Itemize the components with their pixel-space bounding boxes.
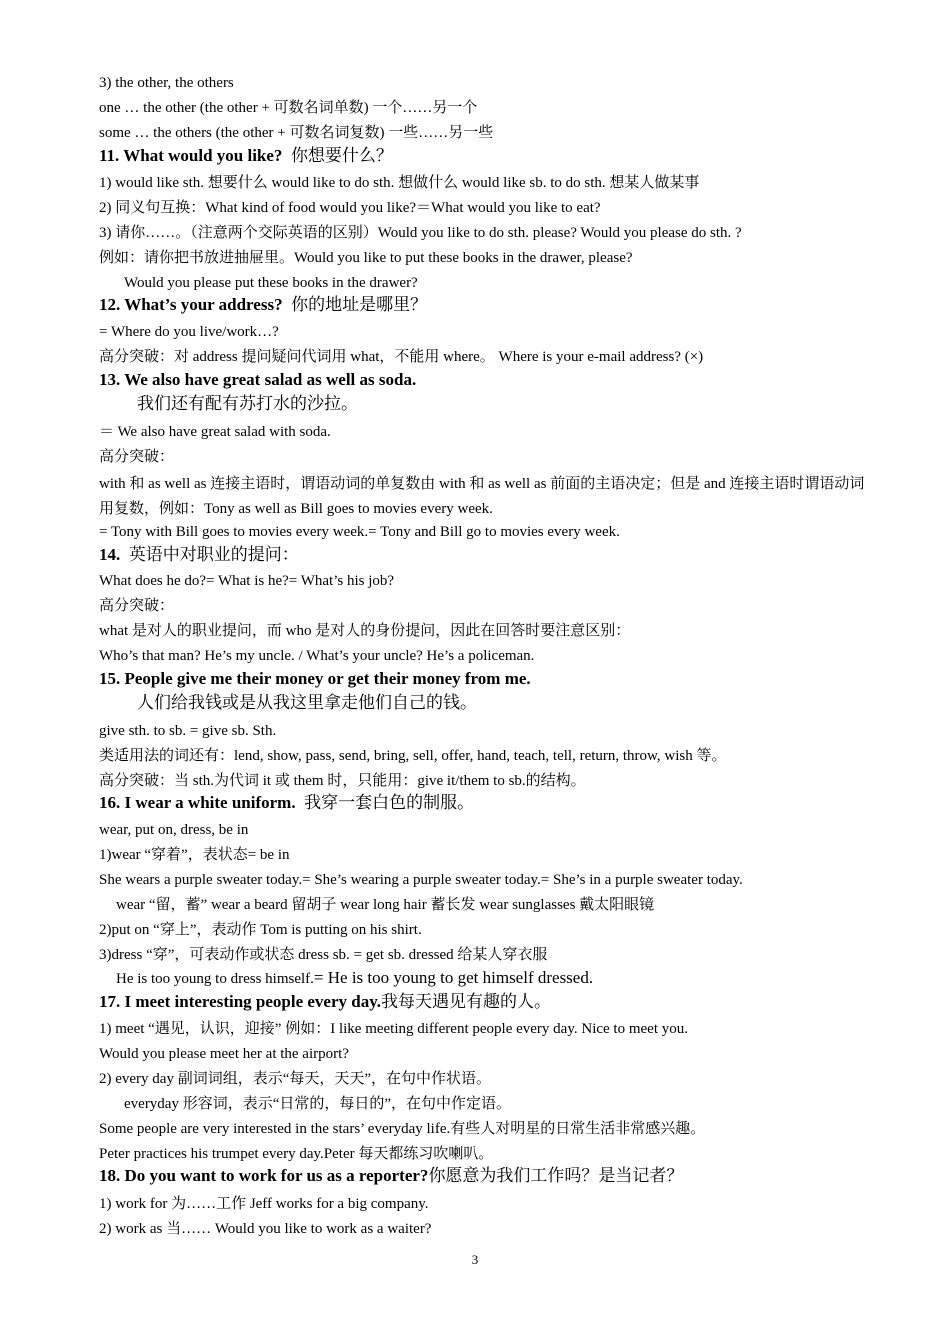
text-line: 高分突破： (99, 598, 175, 614)
text-line: 3) 请你……。（注意两个交际英语的区别）Would you like to do sth. please? Would you please do sth. ? (99, 225, 742, 241)
text-line: 1)wear “穿着”，表状态= be in (99, 847, 290, 863)
heading-english: 17. I meet interesting people every day. (99, 992, 382, 1011)
text-line: 高分突破：当 sth.为代词 it 或 them 时，只能用：give it/them to sb.的结构。 (99, 773, 586, 789)
text-line: 1) work for 为……工作 Jeff works for a big company. (99, 1196, 429, 1212)
text-line: What does he do?= What is he?= What’s his job? (99, 573, 395, 589)
text-line: Who’s that man? He’s my uncle. / What’s your uncle? He’s a policeman. (99, 648, 535, 664)
text-line: 2) 同义句互换：What kind of food would you like?＝What would you like to eat? (99, 200, 601, 216)
text-line: 2) work as 当…… Would you like to work as a waiter? (99, 1221, 432, 1237)
text-line: = Tony with Bill goes to movies every week.= Tony and Bill go to movies every week. (99, 524, 620, 540)
heading-chinese: 我每天遇见有趣的人。 (381, 992, 552, 1011)
text-line: Would you please meet her at the airport? (99, 1046, 349, 1062)
page-number: 3 (471, 1252, 479, 1267)
text-line: 3) the other, the others (99, 75, 234, 91)
text-line: = Where do you live/work…? (99, 324, 279, 340)
text-line: everyday 形容词，表示“日常的，每日的”，在句中作定语。 (124, 1096, 512, 1112)
text-line: 高分突破： (99, 449, 175, 465)
text-line: 高分突破：对 address 提问疑问代词用 what，不能用 where。 Where is your e-mail address? (×) (99, 349, 704, 365)
section-heading-13: 13. We also have great salad as well as soda. (99, 370, 417, 389)
text-line: She wears a purple sweater today.= She’s wearing a purple sweater today.= She’s in a purple sweater today. (99, 872, 743, 888)
text-line: one … the other (the other + 可数名词单数) 一个……另一个 (99, 100, 478, 116)
text-line: 2) every day 副词词组，表示“每天，天天”，在句中作状语。 (99, 1071, 492, 1087)
section-heading-12 (99, 295, 870, 315)
text-line: 3)dress “穿”，可表动作或状态 dress sb. = get sb. dressed 给某人穿衣服 (99, 947, 548, 963)
heading-chinese: 你想要什么？ (290, 146, 393, 165)
heading-chinese: 我穿一套白色的制服。 (304, 793, 475, 812)
text-line: Would you please put these books in the drawer? (124, 275, 418, 291)
text-paragraph: with 和 as well as 连接主语时，谓语动词的单复数由 with 和 as well as 前面的主语决定；但是 and 连接主语时谓语动词用复数，例如：Tony as well as Bill goes to movies every week. (99, 476, 865, 517)
heading-chinese: 你的地址是哪里？ (291, 295, 428, 314)
heading-chinese: 人们给我钱或是从我这里拿走他们自己的钱。 (137, 693, 477, 712)
text-line: wear, put on, dress, be in (99, 822, 249, 838)
text-line: 2)put on “穿上”，表动作 Tom is putting on his shirt. (99, 922, 422, 938)
heading-english: 18. Do you want to work for us as a reporter? (99, 1166, 429, 1185)
text-fragment: He is too young to dress himself. (116, 971, 314, 987)
section-heading-18 (99, 1166, 870, 1186)
heading-chinese: 英语中对职业的提问： (128, 545, 299, 564)
section-heading-14 (99, 545, 870, 565)
heading-english: 16. I wear a white uniform. (99, 793, 296, 812)
text-line: 1) meet “遇见，认识，迎接” 例如：I like meeting different people every day. Nice to meet you. (99, 1021, 688, 1037)
text-line: 例如：请你把书放进抽屉里。Would you like to put these books in the drawer, please? (99, 250, 633, 266)
heading-chinese: 我们还有配有苏打水的沙拉。 (137, 394, 358, 413)
text-line: give sth. to sb. = give sb. Sth. (99, 723, 277, 739)
heading-number: 14. (99, 545, 121, 564)
heading-chinese: 你愿意为我们工作吗？是当记者？ (428, 1166, 684, 1185)
heading-english: 11. What would you like? (99, 146, 283, 165)
text-fragment: = He is too young to get himself dressed. (313, 968, 594, 987)
section-heading-16 (99, 793, 870, 813)
section-heading-15: 15. People give me their money or get their money from me. (99, 669, 531, 688)
text-line: ＝ We also have great salad with soda. (99, 424, 331, 440)
text-line: Peter practices his trumpet every day.Peter 每天都练习吹喇叭。 (99, 1146, 494, 1162)
text-line (116, 968, 870, 989)
text-line: 类适用法的词还有：lend, show, pass, send, bring, sell, offer, hand, teach, tell, return, throw, wish 等。 (99, 748, 727, 764)
text-line: what 是对人的职业提问，而 who 是对人的身份提问，因此在回答时要注意区别： (99, 623, 631, 639)
heading-english: 12. What’s your address? (99, 295, 283, 314)
text-line: some … the others (the other + 可数名词复数) 一些……另一些 (99, 125, 494, 141)
text-line: 1) would like sth. 想要什么 would like to do sth. 想做什么 would like sb. to do sth. 想某人做某事 (99, 175, 700, 191)
text-line: Some people are very interested in the stars’ everyday life.有些人对明星的日常生活非常感兴趣。 (99, 1121, 706, 1137)
section-heading-11 (99, 146, 870, 166)
text-line: wear “留，蓄” wear a beard 留胡子 wear long hair 蓄长发 wear sunglasses 戴太阳眼镜 (116, 897, 655, 913)
section-heading-17 (99, 992, 870, 1012)
